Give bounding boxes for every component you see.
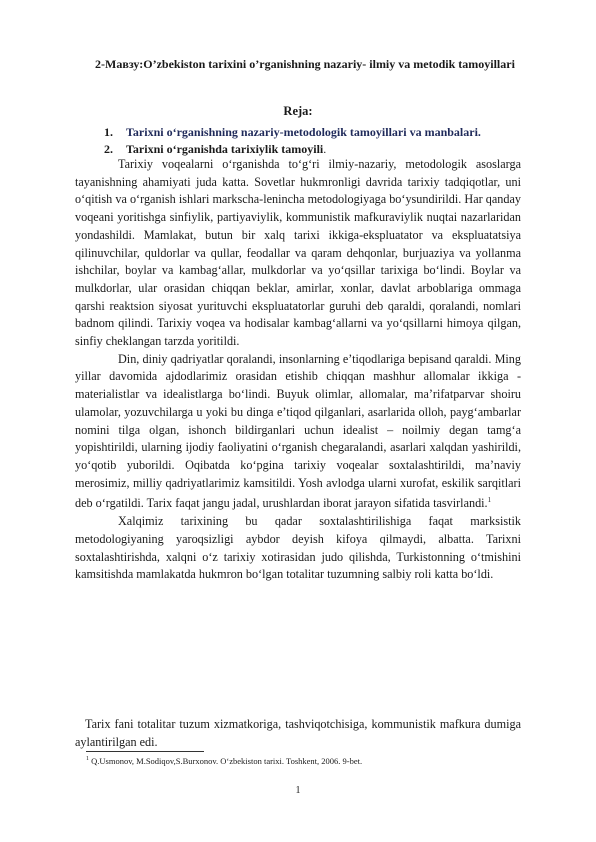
paragraph xyxy=(75,351,521,513)
plan-item-number: 2. xyxy=(104,142,113,156)
footnote-mark: 1 xyxy=(86,756,89,763)
plan-item-text: Tarixni o‘rganishda tarixiylik tamoyili xyxy=(126,142,324,156)
paragraph: Tarixiy voqealarni o‘rganishda to‘g‘ri ilmiy-nazariy, metodologik asoslarga tayanishning ahamiyati juda katta. Sovetlar hukmronligi davrida tarixiy tadqiqotlar, uni o‘qitish va o‘rganish ishlari markscha-lenincha metodologiyaga bo‘ysundirildi. Har qanday voqeani yoritishga sinfiylik, partiyaviylik, kommunistik mafkuraviylik nuqtai nazarlaridan yondashildi. Mamlakat, butun bir xalq tarixi ikkiga-ekspluatator va ekspluatatsiya qilinuvchilar, quldorlar va qullar, feodallar va qaram dehqonlar, burjuaziya va yollanma ishchilar, boylar va kambag‘allar, mulkdorlar va yo‘qsillar tarixiga bo‘lindi. Boylar va mulkdorlar, ular orasidan chiqqan beklar, amirlar, xonlar, davlat arboblariga ommaga qarshi reaktsion siyosat yurituvchi ekspluatatorlar guruhi deb qaraldi, qoralandi, nomlari badnom qilindi. Tarixiy voqea va hodisalar kambag‘allarni va yo‘qsillarni himoya qilgan, sinfiy cheklangan tarzda yoritildi. xyxy=(75,157,521,349)
plan-list xyxy=(104,124,481,158)
footnote-text: Q.Usmonov, M.Sodiqov,S.Burxonov. O‘zbekiston tarixi. Toshkent, 2006. 9-bet. xyxy=(89,756,363,766)
body-text xyxy=(75,156,521,584)
plan-item-text: Tarixni o‘rganishning nazariy-metodologik tamoyillari va manbalari. xyxy=(126,125,481,139)
paragraph: Xalqimiz tarixining bu qadar soxtalashtirilishiga faqat marksistik metodologiyaning yaroqsizligi aybdor deyish kifoya qilmaydi, albatta. Tarixni soxtalashtirishda, xalqni o‘z tarixiy xotirasidan judo qilishda, Turkistonning o‘tmishini kamsitishda mamlakatda hukmron bo‘lgan totalitar tuzumning salbiy roli katta bo‘ldi. xyxy=(75,514,521,582)
page-title: 2-Мавзу:O’zbekiston tarixini o’rganishning nazariy- ilmiy va metodik tamoyillari xyxy=(95,57,515,71)
plan-item-number: 1. xyxy=(104,125,113,139)
paragraph-text: Din, diniy qadriyatlar qoralandi, insonlarning e’tiqodlariga bepisand qaraldi. Ming yillar davomida ajdodlarimiz orasidan etishib chiqqan mashhur allomalar ikkiga - materialistlar va idealistlarga bo‘lindi. Buyuk olimlar, allomalar, ma’rifatparvar shoiru ulamolar, yozuvchilarga u yoki bu dinga e’tiqod qilganlari, asarlarida olloh, payg‘ambarlar nomini tilga olgan, ishonch bildirganlari uchun idealist – noilmiy degan tamg‘a yopishtirildi, ularning ijodiy faoliyatini o‘rganish chegaralandi, asarlari xalqdan yashirildi, yo‘qotib yuborildi. Oqibatda ko‘pgina tarixiy voqealar soxtalashtirildi, ma’naviy merosimiz, milliy qadriyatlarimiz kamsitildi. Yosh avlodga ularni xurofat, eskilik sarqitlari deb o‘rgatildi. Tarix faqat jangu jadal, urushlardan iborat jarayon sifatida tasvirlandi. xyxy=(75,351,521,511)
footnote-reference[interactable]: 1 xyxy=(487,496,492,505)
footnote xyxy=(86,756,362,766)
page-number: 1 xyxy=(295,785,301,796)
plan-item-tail: . xyxy=(323,142,327,156)
footnote-divider xyxy=(86,751,204,752)
bottom-paragraph: Tarix fani totalitar tuzum xizmatkoriga, tashviqotchisiga, kommunistik mafkura dumiga aylantirilgan edi. xyxy=(75,717,521,749)
plan-heading: Reja: xyxy=(283,104,313,118)
plan-item xyxy=(104,124,481,141)
